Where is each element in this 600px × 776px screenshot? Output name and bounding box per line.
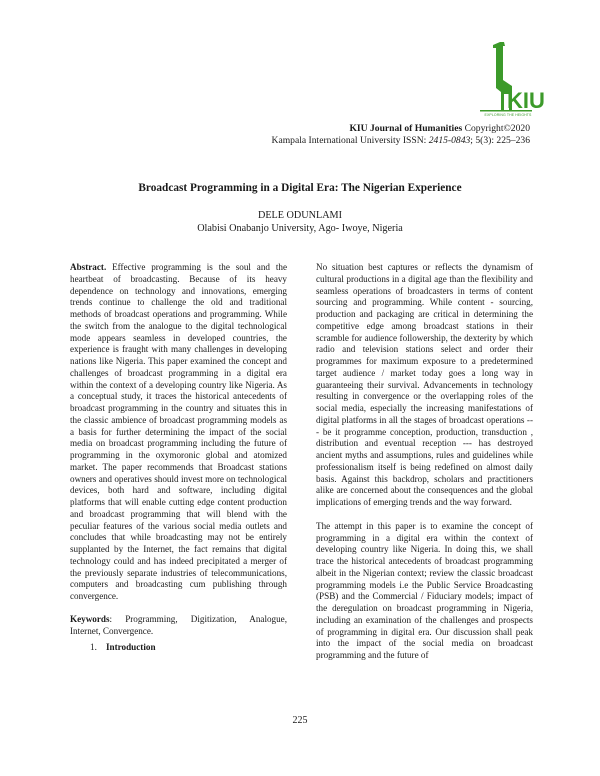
section-title: Introduction [106,642,156,652]
section-heading-introduction [90,642,156,652]
publisher: Kampala International University ISSN: [271,135,429,146]
volume-info: ; 5(3): 225–236 [470,135,530,146]
journal-name: KIU Journal of Humanities [349,123,463,134]
abstract-text: Effective programming is the soul and the heartbeat of broadcasting. Because of its heavy dependence on technology and innovations, emerging trends continue to challenge the old and traditional methods of broadcast operations and programming. While the switch from the analogue to the digital technological mode appears seamless in developed countries, the experience is fraught with many challenges in developing nations like Nigeria. This paper examined the concept and challenges of broadcast programming in a digital era within the context of a developing country like Nigeria. As a conceptual study, it traces the historical antecedents of broadcast programming in the country and situates this in the classic ambience of broadcast programming models as a basis for further determining the impact of the social media on broadcast programming including the future of programming in the oxymoronic global and atomized market. The paper recommends that Broadcast stations owners and operatives should invest more on technological devices, both hard and software, including digital platforms that will enable cutting edge content production and broadcast programming that will blend with the peculiar features of the various social media outlets and concludes that while broadcasting may not be entirely supplanted by the Internet, the fact remains that digital technology could and has indeed precipitated a merger of the previously separate industries of telecommunications, computers and broadcasting cum publishing through convergence. [70,262,287,601]
kiu-logo-letters: KIU [507,88,545,113]
author-block [0,209,600,235]
author-affiliation: Olabisi Onabanjo University, Ago- Iwoye, Nigeria [197,223,403,234]
journal-header [200,123,530,147]
abstract-label: Abstract. [70,262,107,272]
paragraph: The attempt in this paper is to examine the concept of programming in a digital era within the context of developing country like Nigeria. In doing this, we shall trace the historical antecedents of broadcast programming albeit in the Nigerian context; review the classic broadcast programming models i.e the Public Service Broadcasting (PSB) and the Commercial / Fiduciary models; impact of the deregulation on broadcast programming in Nigeria, including an examination of the challenges and prospects of programming in digital era. Our discussion shall peak into the impact of the social media on broadcast programming and the future of [316,520,533,660]
kiu-logo [478,40,545,124]
keywords-label: Keywords [70,613,110,624]
page-number: 225 [292,715,308,726]
keywords [70,614,287,638]
logo-caption: EXPLORING THE HEIGHTS [484,113,532,117]
paper-title: Broadcast Programming in a Digital Era: The Nigerian Experience [138,182,462,194]
keywords-text: : Programming, Digitization, Analogue, Internet, Convergence. [70,613,287,636]
author-name: DELE ODUNLAMI [257,210,343,221]
issn: 2415-0843 [428,135,471,146]
copyright: Copyright©2020 [464,123,530,134]
abstract [70,262,287,603]
right-column [316,262,533,662]
paragraph: No situation best captures or reflects the dynamism of cultural productions in a digital age than the flexibility and seamless operations of broadcasters in terms of content sourcing and programming. While content - sourcing, production and packaging are critical in determining the competitive edge among broadcast stations in their scramble for audience followership, the dexterity by which radio and television stations select and order their programmes for maximum exposure to a predetermined target audience / market today goes a long way in guaranteeing their survival. Advancements in technology resulting in convergence or the overlapping roles of the social media, especially the increasing manifestations of digital platforms in all the stages of broadcast operations --- be it programme conception, production, transduction , distribution and eventual reception --- has destroyed ancient myths and assumptions, rules and guidelines while professionalism itself is being redefined on almost daily basis. Against this backdrop, scholars and practitioners alike are concerned about the consequences and the global implications of emerging trends and the way forward. [316,262,533,507]
section-number: 1. [90,642,97,652]
left-column [70,262,287,637]
